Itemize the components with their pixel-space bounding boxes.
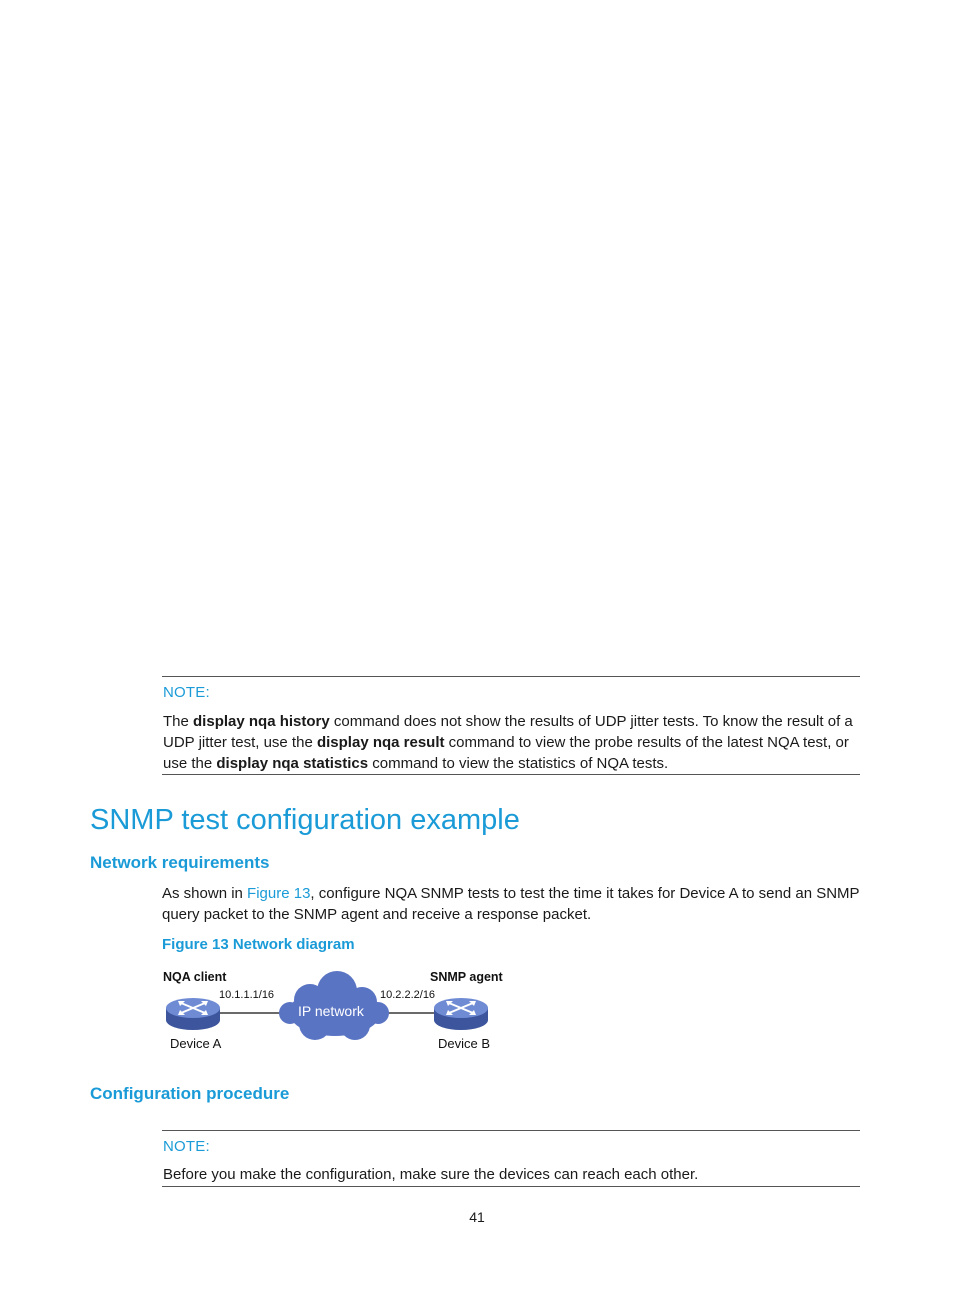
- device-b-label: Device B: [438, 1036, 491, 1051]
- note2-bottom-rule: [162, 1186, 860, 1187]
- note-text-part: The: [163, 713, 194, 730]
- router-icon-device-b: [434, 998, 488, 1030]
- nqa-client-label: NQA client: [163, 970, 227, 984]
- figure-caption: Figure 13 Network diagram: [162, 936, 355, 953]
- router-icon-device-a: [166, 998, 220, 1030]
- note-text-part: command does not show the results of UDP jitter tests. To know the result of a UDP jitter test, use the: [163, 713, 853, 751]
- heading-network-requirements: Network requirements: [90, 853, 270, 872]
- command-display-nqa-result: display nqa result: [316, 734, 445, 751]
- page-number: 41: [469, 1209, 485, 1225]
- network-diagram: [150, 960, 530, 1060]
- note2-label: NOTE:: [163, 1138, 210, 1155]
- device-a-label: Device A: [170, 1036, 222, 1051]
- device-a-ip: 10.1.1.1/16: [219, 989, 275, 1001]
- snmp-agent-label: SNMP agent: [430, 970, 503, 984]
- note-text-part: command to view the probe results of the latest NQA test, or use the: [163, 734, 849, 772]
- para-text: , configure NQA SNMP tests to test the time it takes for Device A to send an SNMP query packet to the SNMP agent and receive a response packet.: [162, 885, 860, 923]
- requirements-paragraph: [162, 883, 867, 925]
- note-label: NOTE:: [163, 684, 210, 701]
- heading-configuration-procedure: Configuration procedure: [90, 1084, 290, 1103]
- note-text: [163, 711, 863, 774]
- section-title: SNMP test configuration example: [90, 804, 520, 836]
- note2-text: Before you make the configuration, make sure the devices can reach each other.: [163, 1166, 699, 1183]
- command-display-nqa-statistics: display nqa statistics: [216, 755, 369, 772]
- note-bottom-rule: [162, 774, 860, 775]
- command-display-nqa-history: display nqa history: [193, 713, 330, 730]
- para-text: As shown in: [162, 885, 248, 902]
- note-top-rule: [162, 676, 860, 677]
- cloud-label: IP network: [298, 1003, 364, 1019]
- note2-top-rule: [162, 1130, 860, 1131]
- note-text-part: command to view the statistics of NQA tests.: [368, 755, 669, 772]
- device-b-ip: 10.2.2.2/16: [380, 989, 436, 1001]
- figure-13-link[interactable]: Figure 13: [247, 885, 311, 902]
